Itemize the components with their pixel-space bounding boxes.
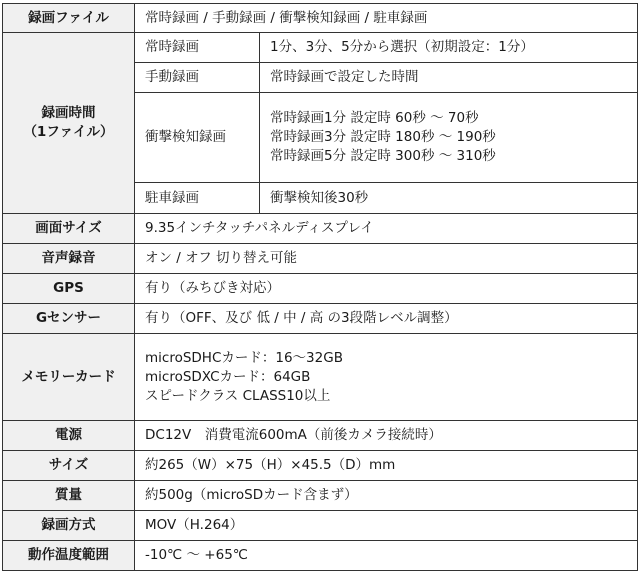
label-rec-time-line1: 録画時間 — [41, 105, 96, 121]
label-memory: メモリーカード — [3, 334, 135, 421]
row-gsensor — [3, 304, 638, 334]
spec-table — [2, 3, 638, 571]
label-rec-time — [3, 33, 135, 214]
row-size — [3, 451, 638, 481]
row-weight — [3, 481, 638, 511]
label-weight: 質量 — [3, 481, 135, 511]
value-gps: 有り（みちびき対応） — [135, 274, 638, 304]
label-audio: 音声録音 — [3, 244, 135, 274]
value-memory-line2: microSDXCカード：64GB — [145, 368, 311, 385]
value-weight: 約500g（microSDカード含まず） — [135, 481, 638, 511]
label-rec-time-line2: （1ファイル） — [23, 124, 114, 140]
value-format: MOV（H.264） — [135, 511, 638, 541]
value-gsensor: 有り（OFF、及び 低 / 中 / 高 の3段階レベル調整） — [135, 304, 638, 334]
value-memory-line3: スピードクラス CLASS10以上 — [145, 387, 331, 404]
value-memory — [135, 334, 638, 421]
row-rec-time-continuous — [3, 33, 638, 63]
sublabel-manual: 手動録画 — [135, 63, 260, 93]
label-gsensor: Gセンサー — [3, 304, 135, 334]
row-memory — [3, 334, 638, 421]
value-impact — [260, 93, 638, 183]
label-rec-file: 録画ファイル — [3, 4, 135, 33]
sublabel-parking: 駐車録画 — [135, 183, 260, 214]
label-gps: GPS — [3, 274, 135, 304]
row-power — [3, 421, 638, 451]
sublabel-continuous: 常時録画 — [135, 33, 260, 63]
value-manual: 常時録画で設定した時間 — [260, 63, 638, 93]
row-gps — [3, 274, 638, 304]
row-screen-size — [3, 214, 638, 244]
value-memory-line1: microSDHCカード：16〜32GB — [145, 349, 343, 366]
value-screen-size: 9.35インチタッチパネルディスプレイ — [135, 214, 638, 244]
label-power: 電源 — [3, 421, 135, 451]
value-parking: 衝撃検知後30秒 — [260, 183, 638, 214]
value-temp: -10℃ 〜 +65℃ — [135, 541, 638, 571]
value-impact-line1: 常時録画1分 設定時 60秒 〜 70秒 — [270, 110, 479, 126]
value-impact-line2: 常時録画3分 設定時 180秒 〜 190秒 — [270, 129, 496, 145]
value-size: 約265（W）×75（H）×45.5（D）mm — [135, 451, 638, 481]
row-audio — [3, 244, 638, 274]
label-screen-size: 画面サイズ — [3, 214, 135, 244]
row-rec-file — [3, 4, 638, 33]
sublabel-impact: 衝撃検知録画 — [135, 93, 260, 183]
label-temp: 動作温度範囲 — [3, 541, 135, 571]
value-power: DC12V 消費電流600mA（前後カメラ接続時） — [135, 421, 638, 451]
row-temp — [3, 541, 638, 571]
value-impact-line3: 常時録画5分 設定時 300秒 〜 310秒 — [270, 148, 496, 164]
value-rec-file: 常時録画 / 手動録画 / 衝撃検知録画 / 駐車録画 — [135, 4, 638, 33]
label-size: サイズ — [3, 451, 135, 481]
label-format: 録画方式 — [3, 511, 135, 541]
value-continuous: 1分、3分、5分から選択（初期設定：1分） — [260, 33, 638, 63]
value-audio: オン / オフ 切り替え可能 — [135, 244, 638, 274]
row-format — [3, 511, 638, 541]
